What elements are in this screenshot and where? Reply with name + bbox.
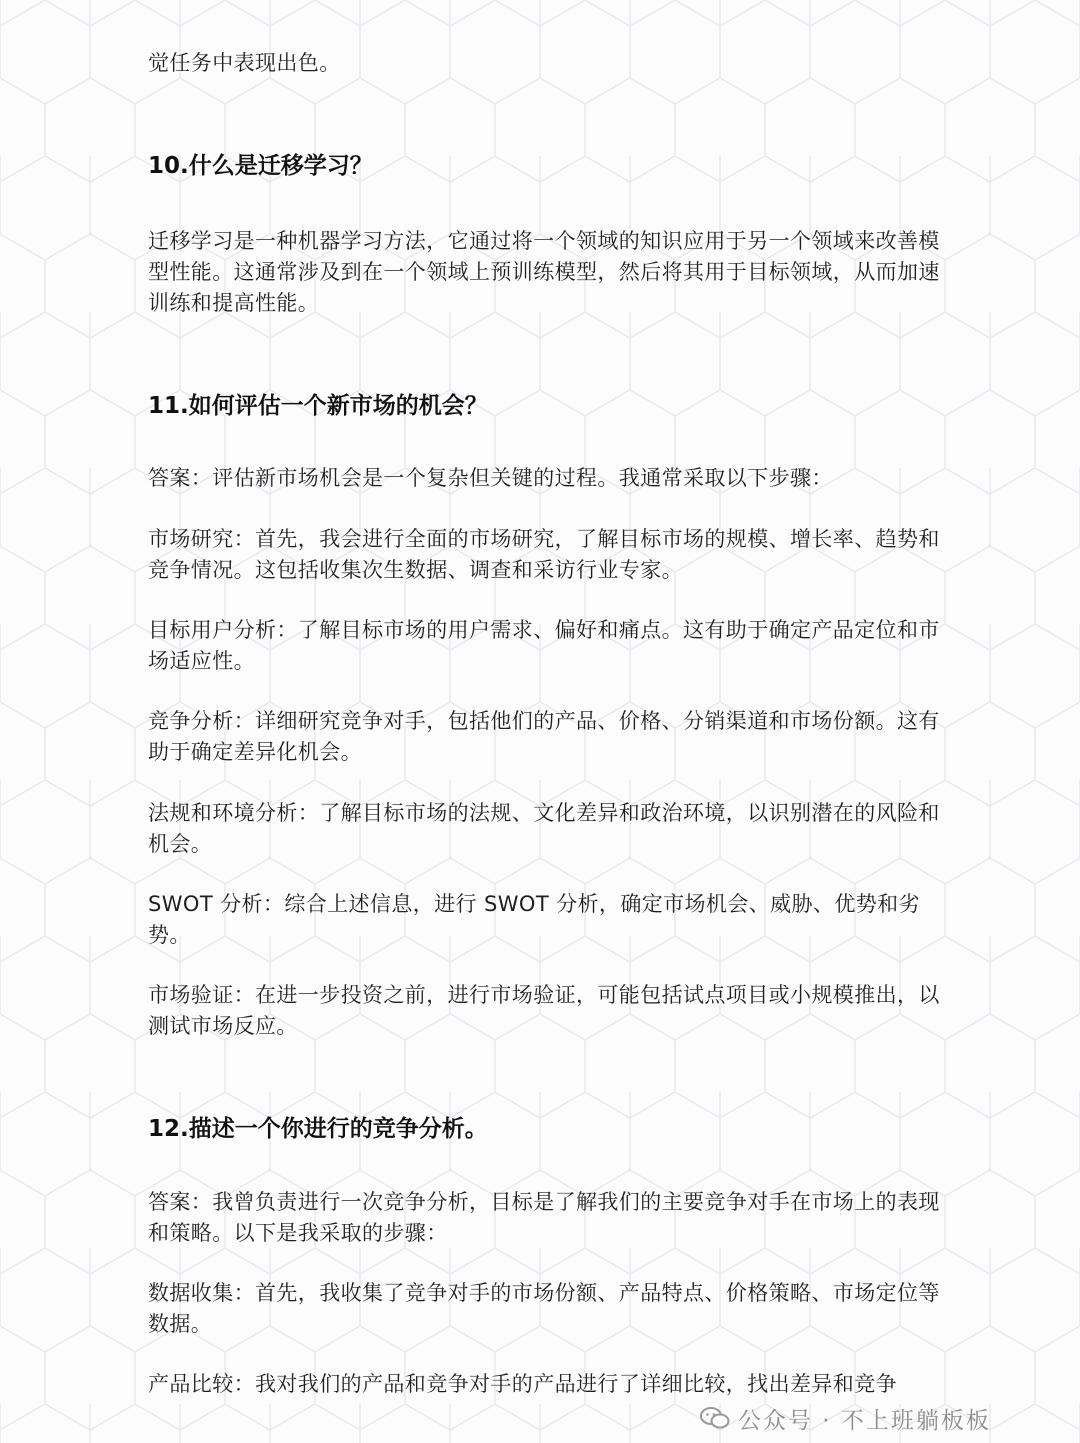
q11-step-market-research: 市场研究：首先，我会进行全面的市场研究，了解目标市场的规模、增长率、趋势和竞争情况。这包括收集次生数据、调查和采访行业专家。 (148, 527, 940, 582)
q10-answer: 迁移学习是一种机器学习方法，它通过将一个领域的知识应用于另一个领域来改善模型性能。这通常涉及到在一个领域上预训练模型，然后将其用于目标领域，从而加速训练和提高性能。 (148, 229, 940, 315)
q12-intro: 答案：我曾负责进行一次竞争分析，目标是了解我们的主要竞争对手在市场上的表现和策略。以下是我采取的步骤： (148, 1190, 940, 1245)
q11-step-user-analysis: 目标用户分析：了解目标市场的用户需求、偏好和痛点。这有助于确定产品定位和市场适应性。 (148, 618, 940, 673)
wechat-icon (700, 1406, 730, 1430)
intro-tail-paragraph: 觉任务中表现出色。 (148, 51, 341, 75)
q11-intro: 答案：评估新市场机会是一个复杂但关键的过程。我通常采取以下步骤： (148, 466, 833, 490)
watermark-text: 公众号 · 不上班躺板板 (738, 1407, 991, 1434)
q10-heading: 10.什么是迁移学习？ (148, 153, 373, 179)
wechat-watermark (700, 1398, 991, 1438)
q11-step-regulation-analysis: 法规和环境分析：了解目标市场的法规、文化差异和政治环境，以识别潜在的风险和机会。 (148, 801, 940, 856)
q11-step-competition-analysis: 竞争分析：详细研究竞争对手，包括他们的产品、价格、分销渠道和市场份额。这有助于确定差异化机会。 (148, 709, 940, 764)
q11-step-swot-analysis: SWOT 分析：综合上述信息，进行 SWOT 分析，确定市场机会、威胁、优势和劣势。 (148, 892, 920, 947)
q11-step-market-validation: 市场验证：在进一步投资之前，进行市场验证，可能包括试点项目或小规模推出，以测试市场反应。 (148, 983, 940, 1038)
q12-step-data-collection: 数据收集：首先，我收集了竞争对手的市场份额、产品特点、价格策略、市场定位等数据。 (148, 1281, 940, 1336)
q12-step-product-comparison: 产品比较：我对我们的产品和竞争对手的产品进行了详细比较，找出差异和竞争 (148, 1372, 897, 1396)
q12-heading: 12.描述一个你进行的竞争分析。 (148, 1116, 488, 1142)
q11-heading: 11.如何评估一个新市场的机会？ (148, 393, 488, 419)
